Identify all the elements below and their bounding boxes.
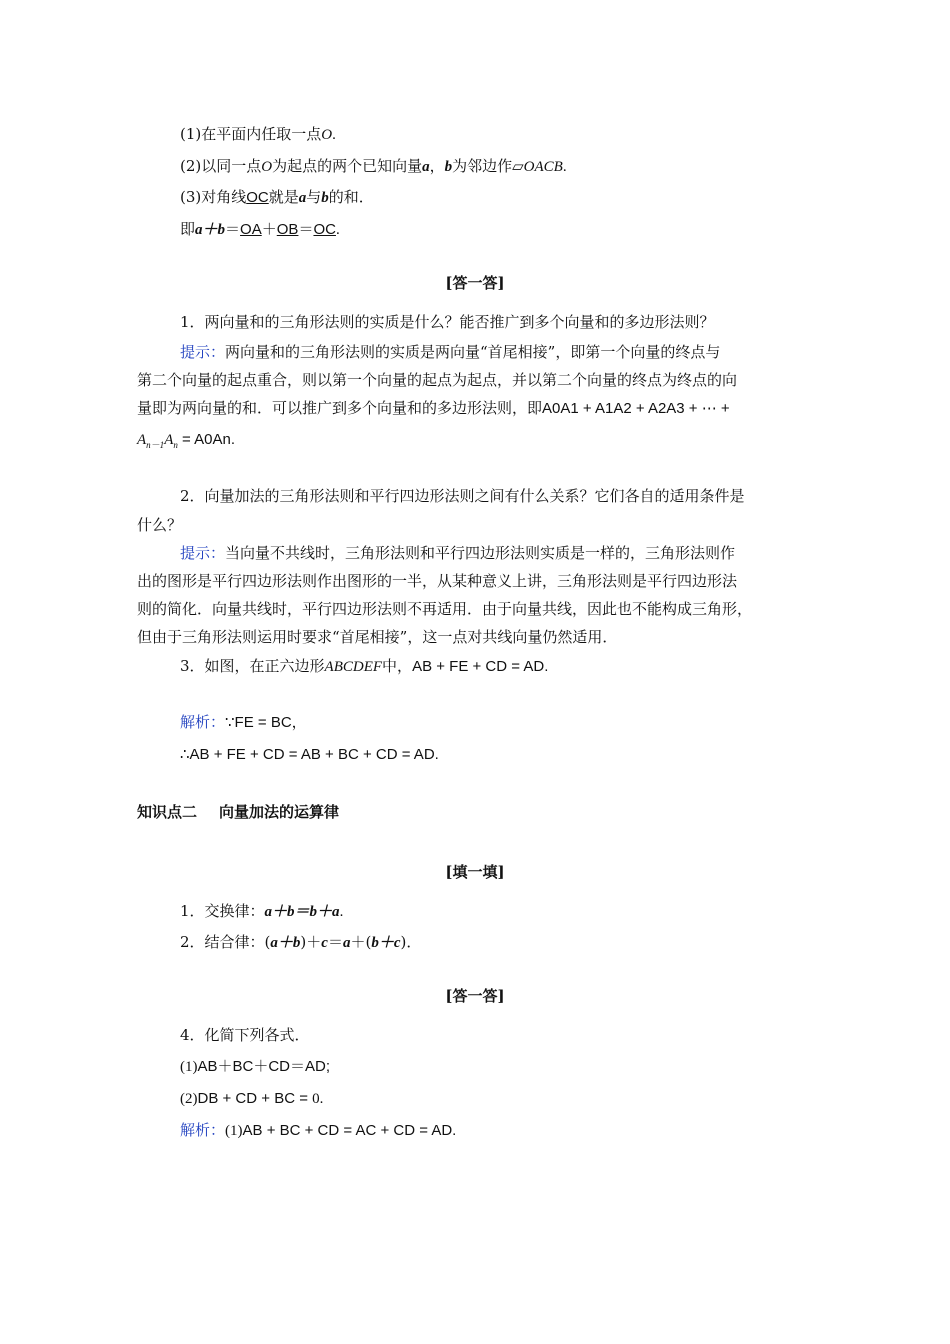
step-3-text: (3)对角线 <box>180 188 247 206</box>
step-3-text-d: 的和． <box>328 188 374 206</box>
law-expr-2: b＋c <box>371 935 401 951</box>
eq-sign: ＝ <box>225 222 241 238</box>
vector-a: a <box>298 190 307 206</box>
law-expr-1: a＋b <box>270 935 301 951</box>
hint-1-line-1 <box>180 341 720 363</box>
vector-oa: OA <box>240 221 262 238</box>
question-4-part-1 <box>180 1055 330 1078</box>
step-1: (1)在平面内任取一点O. <box>180 125 336 143</box>
var-a: A <box>164 432 174 448</box>
part-label: (1) <box>225 1123 243 1139</box>
question-2-line-1: 2．向量加法的三角形法则和平行四边形法则之间有什么关系？它们各自的适用条件是 <box>180 487 745 505</box>
subscript-n: n <box>173 440 178 450</box>
vector-ob: OB <box>276 221 299 238</box>
law-associative <box>180 931 421 954</box>
hint-label: 提示： <box>180 343 226 361</box>
part-label: (2) <box>180 1091 198 1107</box>
vector-b: b <box>444 159 453 175</box>
step-2-text-c: 为邻边作▱ <box>452 157 524 175</box>
law-op: )＋ <box>300 933 322 951</box>
step-1-text: (1)在平面内任取一点 <box>180 125 322 143</box>
zero-vector: 0. <box>312 1091 324 1107</box>
point-o: O <box>321 127 333 143</box>
hint-1-text-3: 量即为两向量的和．可以推广到多个向量和的多边形法则，即 <box>137 399 543 417</box>
vector-a: a <box>422 159 430 175</box>
hint-1-line-2: 第二个向量的起点重合，则以第一个向量的起点为起点，并以第二个向量的终点为终点的向 <box>137 371 738 389</box>
eq-sign: ＝ <box>327 933 343 951</box>
step-2-text-b: 为起点的两个已知向量 <box>272 157 423 175</box>
hint-label: 提示： <box>180 544 226 562</box>
period: . <box>339 904 344 920</box>
hint-2-line-3: 则的简化．向量共线时，平行四边形法则不再适用．由于向量共线，因此也不能构成三角形， <box>137 600 753 618</box>
subscript-n-1: n－1 <box>146 440 165 450</box>
solution-3-line-2 <box>180 743 439 766</box>
question-3-equation: AB + FE + CD = AD. <box>412 658 549 675</box>
law-close: )． <box>400 933 422 951</box>
hint-2-line-1 <box>180 542 735 564</box>
step-2-text: (2)以同一点 <box>180 157 262 175</box>
hint-1-text: 两向量和的三角形法则的实质是两向量“首尾相接”，即第一个向量的终点与 <box>225 343 721 361</box>
solution-label: 解析： <box>180 1121 226 1139</box>
question-3 <box>180 655 548 678</box>
var-a: A <box>137 432 147 448</box>
solution-4-expression: AB + BC + CD = AC + CD = AD. <box>242 1122 457 1139</box>
part-1-expression: AB＋BC＋CD＝AD; <box>197 1058 331 1075</box>
question-3-text: 3．如图，在正六边形 <box>180 657 325 675</box>
vector-c: c <box>321 935 328 951</box>
question-4: 4．化简下列各式． <box>180 1026 310 1044</box>
comma: ， <box>429 157 445 175</box>
section-header-fill: [填一填] <box>445 863 505 881</box>
section-header-answer-2: [答一答] <box>445 987 505 1005</box>
parallelogram-oacb: OACB <box>523 159 563 175</box>
solution-4 <box>180 1119 456 1142</box>
law-commutative <box>180 900 343 923</box>
eq-prefix: 即 <box>180 220 196 238</box>
law-label: 1．交换律： <box>180 902 265 920</box>
eq-a-plus-b: a＋b <box>195 222 226 238</box>
step-2: (2)以同一点O为起点的两个已知向量a，b为邻边作▱OACB. <box>180 157 567 175</box>
point-o: O <box>261 159 273 175</box>
solution-3-text-1: ∵FE = BC， <box>225 714 307 731</box>
solution-3-line-1 <box>180 711 307 734</box>
eq-sign: ＝ <box>298 222 314 238</box>
vector-b: b <box>321 190 329 206</box>
hint-2-line-4: 但由于三角形法则运用时要求“首尾相接”，这一点对共线向量仍然适用． <box>137 628 618 646</box>
vector-oc: OC <box>246 189 269 206</box>
question-3-text-b: 中， <box>382 657 413 675</box>
vector-result: = A0An. <box>177 431 235 448</box>
solution-3-text-2: ∴AB + FE + CD = AB + BC + CD = AD. <box>180 746 439 763</box>
part-label: (1) <box>180 1059 198 1075</box>
question-2-line-2: 什么？ <box>137 516 183 534</box>
step-3-text-c: 与 <box>306 188 322 206</box>
knowledge-point-label: 知识点二 <box>137 803 198 821</box>
hint-2-text: 当向量不共线时，三角形法则和平行四边形法则实质是一样的，三角形法则作 <box>225 544 736 562</box>
knowledge-point-heading <box>137 801 339 823</box>
part-2-expression: DB + CD + BC = <box>197 1090 313 1107</box>
step-3 <box>180 186 374 209</box>
step-3-text-b: 就是 <box>268 188 299 206</box>
law-label: 2．结合律：( <box>180 933 271 951</box>
section-header-answer-1: [答一答] <box>445 274 505 292</box>
question-4-part-2 <box>180 1087 323 1110</box>
law-op: ＋( <box>350 933 372 951</box>
hexagon-name: ABCDEF <box>324 659 383 675</box>
plus-sign: ＋ <box>261 222 277 238</box>
vector-oc: OC <box>313 221 336 238</box>
vector-a: a <box>342 935 351 951</box>
question-1: 1．两向量和的三角形法则的实质是什么？能否推广到多个向量和的多边形法则？ <box>180 313 715 331</box>
hint-2-line-2: 出的图形是平行四边形法则作出图形的一半，从某种意义上讲，三角形法则是平行四边形法 <box>137 572 738 590</box>
hint-1-line-4 <box>137 428 235 456</box>
hint-1-line-3 <box>137 397 730 420</box>
law-expression: a＋b＝b＋a <box>264 904 340 920</box>
solution-label: 解析： <box>180 713 226 731</box>
period: . <box>335 222 340 238</box>
knowledge-point-title: 向量加法的运算律 <box>219 803 340 821</box>
vector-sum-expr: A0A1 + A1A2 + A2A3 + ⋯ + <box>542 400 730 417</box>
equation-sum <box>180 218 340 241</box>
